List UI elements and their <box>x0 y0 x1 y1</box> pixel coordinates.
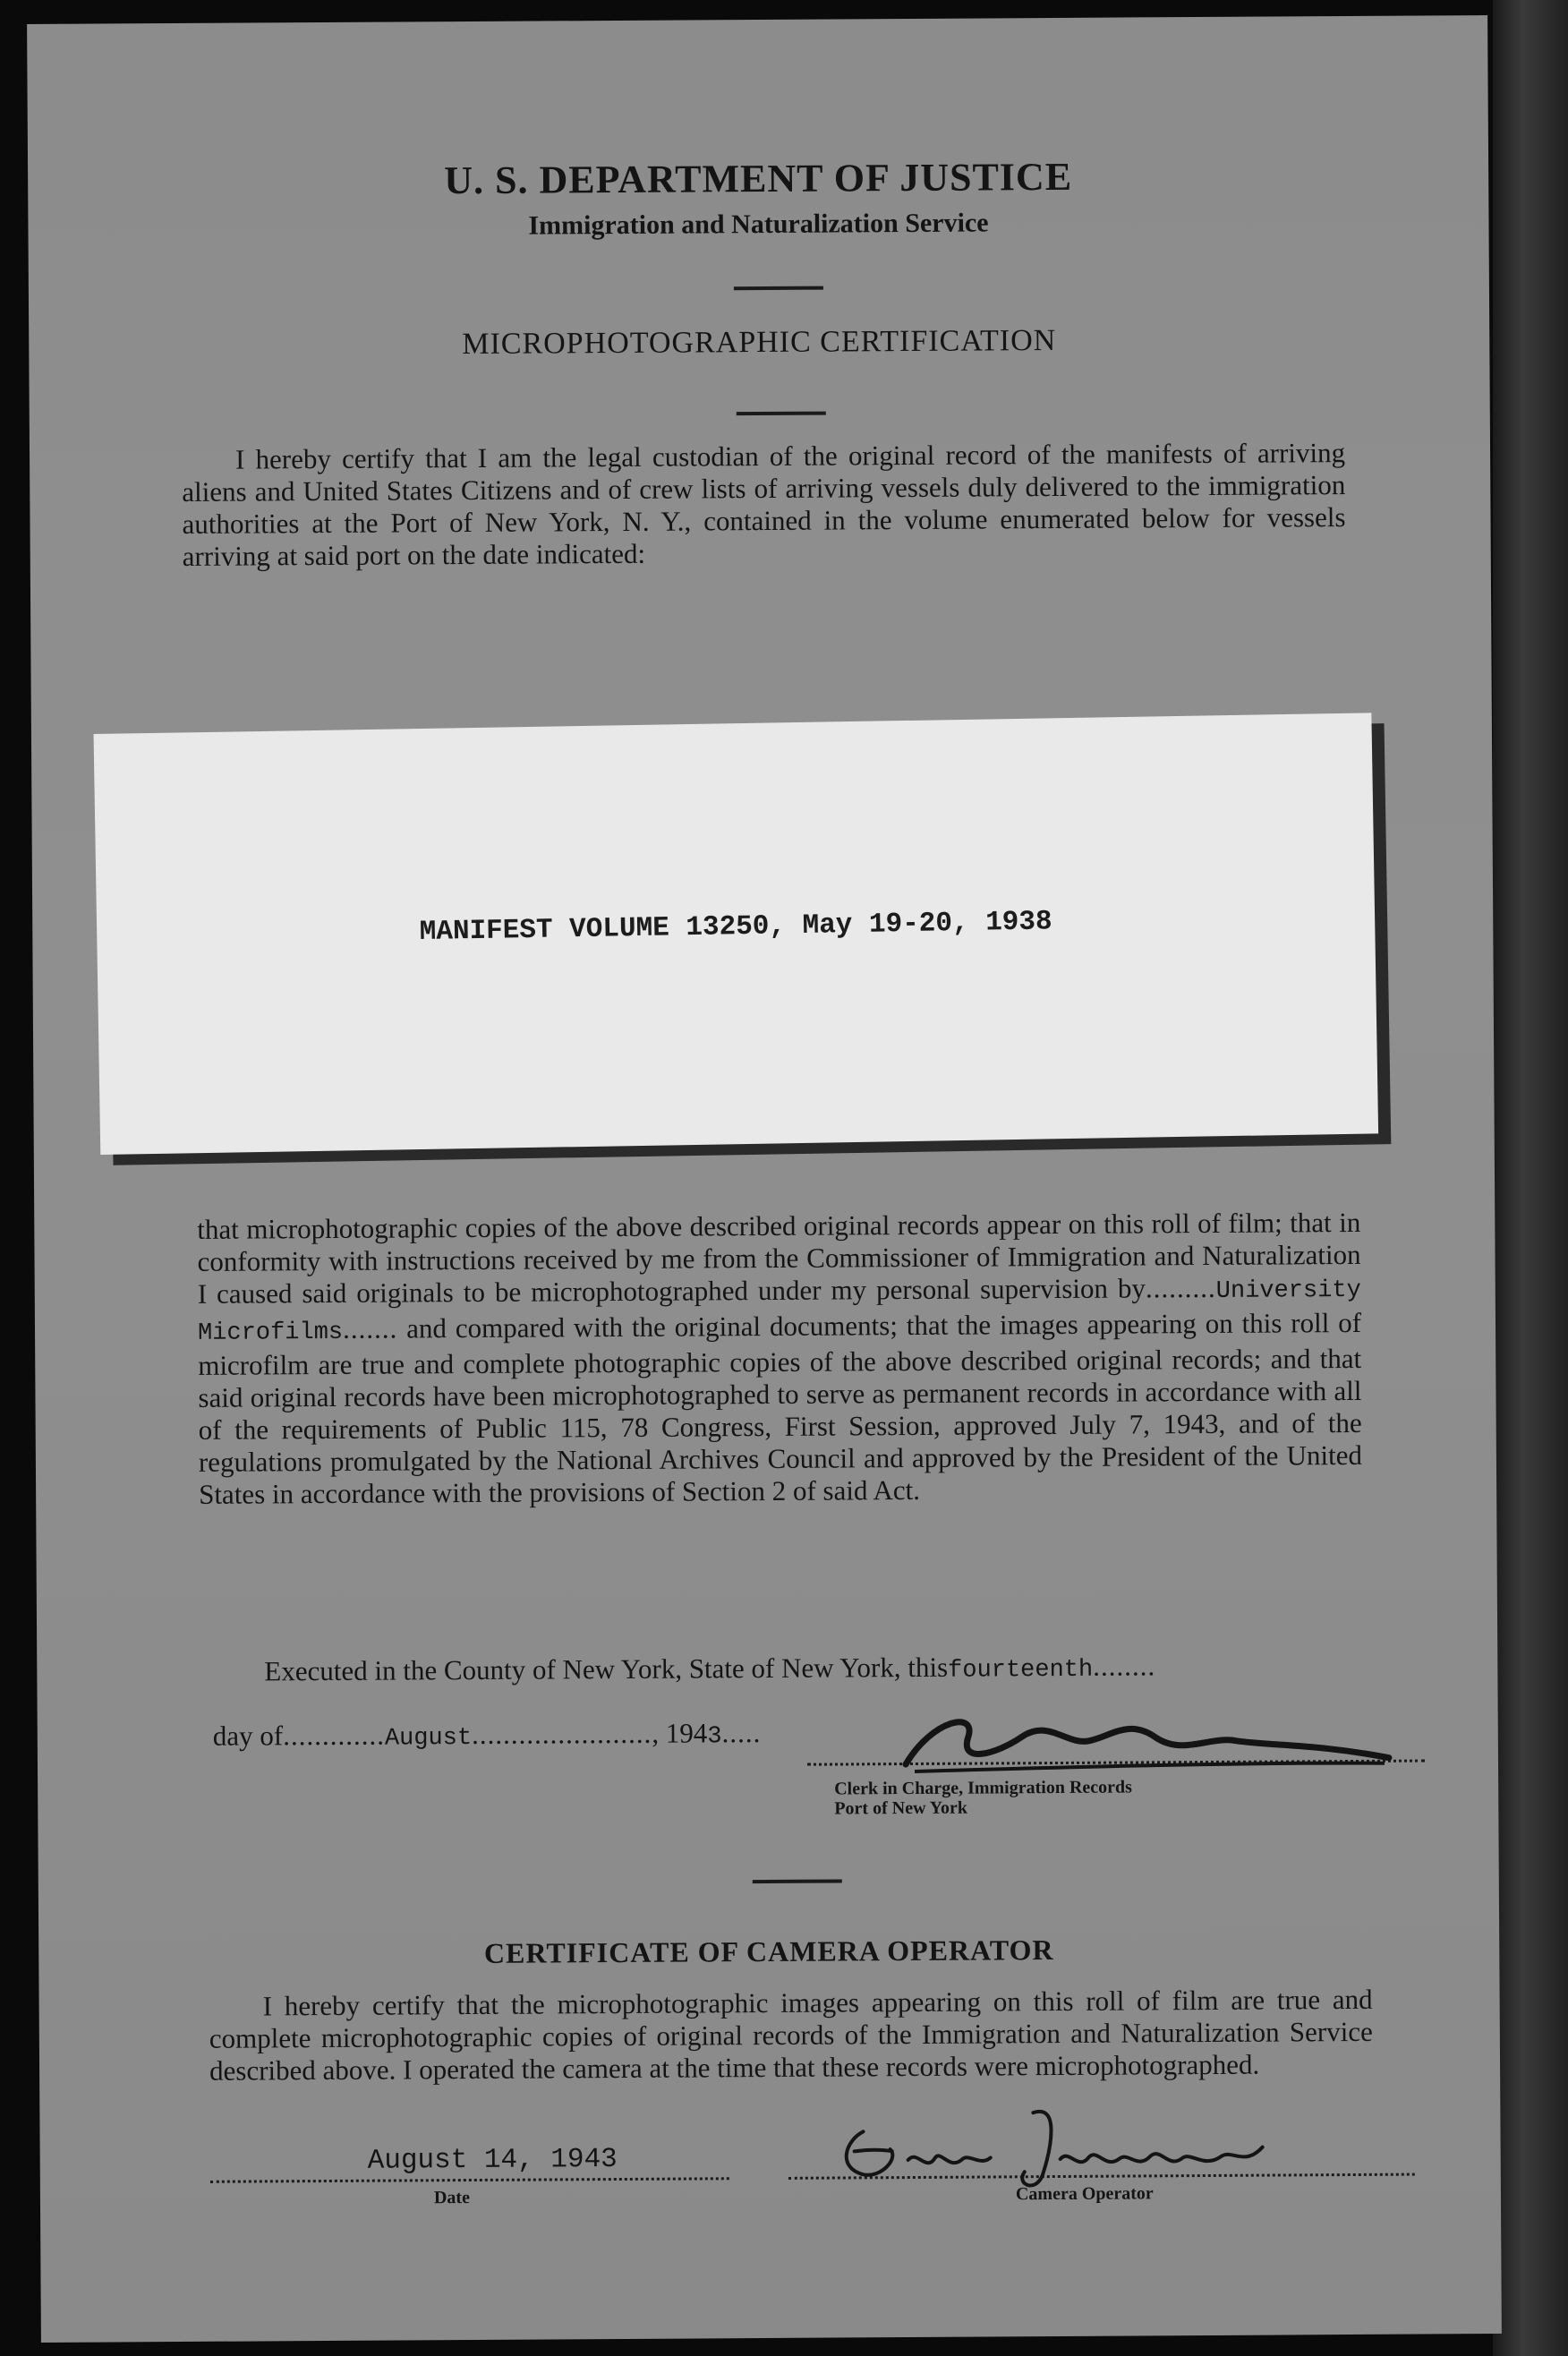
clerk-title-text: Clerk in Charge, Immigration Records <box>834 1777 1132 1799</box>
executed-line: Executed in the County of New York, State of New York, thisfourteenth........ <box>264 1650 1156 1687</box>
body-end: and compared with the original documents; that the images appearing on this roll of microfilm are true and complete photographic copies of the above described original records; and that said original records have been microphotographed to serve as permanent records in accordance with all of the requirements of Public 115, 78 Congress, First Session, approved July 7, 1943, and of the regulations promulgated by the National Archives Council and approved by the President of the United States in accordance with the provisions of Section 2 of said Act. <box>198 1306 1363 1510</box>
divider <box>753 1879 842 1883</box>
month-written: August <box>384 1725 473 1753</box>
camera-operator-statement: I hereby certify that the microphotographic images appearing on this roll of film are true and complete microphotographic copies of original records of the Immigration and Naturalization Service described above. I operated the camera at the time that these records were microphotographed. <box>209 1983 1373 2087</box>
day-written: fourteenth <box>948 1656 1094 1685</box>
executed-prefix: Executed in the County of New York, State of New York, this <box>264 1651 949 1687</box>
body-start: that microphotographic copies of the above described original records appear on this roll of film; that in conformity with instructions received by me from the Commissioner of Immigration and Naturalization I caused said originals to be microphotographed under my personal supervision by <box>197 1206 1361 1310</box>
certification-body: that microphotographic copies of the above described original records appear on this roll of film; that in conformity with instructions received by me from the Commissioner of Immigration and Naturalization I caused said originals to be microphotographed under my personal supervision by.........University Microfilms....... and compared with the original documents; that the images appearing on this roll of microfilm are true and complete photographic copies of the above described original records; and that said original records have been microphotographed to serve as permanent records in accordance with all of the requirements of Public 115, 78 Congress, First Session, approved July 7, 1943, and of the regulations promulgated by the National Archives Council and approved by the President of the United States in accordance with the provisions of Section 2 of said Act. <box>197 1206 1363 1510</box>
certification-title: MICROPHOTOGRAPHIC CERTIFICATION <box>462 323 1057 362</box>
contractor-name: University Microfilms <box>197 1276 1361 1347</box>
divider <box>734 286 823 291</box>
date-line <box>210 2177 729 2183</box>
volume-label-card <box>94 713 1379 1155</box>
clerk-title <box>834 1778 1132 1819</box>
operator-label: Camera Operator <box>1015 2183 1154 2205</box>
service-subheading: Immigration and Naturalization Service <box>528 208 989 241</box>
intro-paragraph: I hereby certify that I am the legal custodian of the original record of the manifests of arriving aliens and United States Citizens and of crew lists of arriving vessels duly delivered to the immigration authorities at the Port of New York, N. Y., contained in the volume enumerated below for vessels arriving at said port on the date indicated: <box>182 437 1346 572</box>
year-digit: 3 <box>707 1723 722 1751</box>
divider <box>737 412 826 416</box>
film-edge <box>1493 0 1568 2356</box>
date-label: Date <box>433 2188 470 2208</box>
day-of-line: day of.............August......................., 1943..... <box>212 1717 762 1753</box>
day-of-label: day of <box>212 1720 284 1752</box>
date-value: August 14, 1943 <box>367 2144 618 2177</box>
year-prefix: 194 <box>665 1717 708 1749</box>
camera-operator-title: CERTIFICATE OF CAMERA OPERATOR <box>483 1933 1054 1969</box>
clerk-signature <box>897 1699 1399 1782</box>
department-heading: U. S. DEPARTMENT OF JUSTICE <box>444 154 1073 203</box>
manifest-volume: MANIFEST VOLUME 13250, May 19-20, 1938 <box>419 906 1052 949</box>
clerk-location-text: Port of New York <box>834 1797 968 1819</box>
certificate-sheet <box>27 15 1502 2343</box>
operator-signature <box>827 2093 1293 2194</box>
